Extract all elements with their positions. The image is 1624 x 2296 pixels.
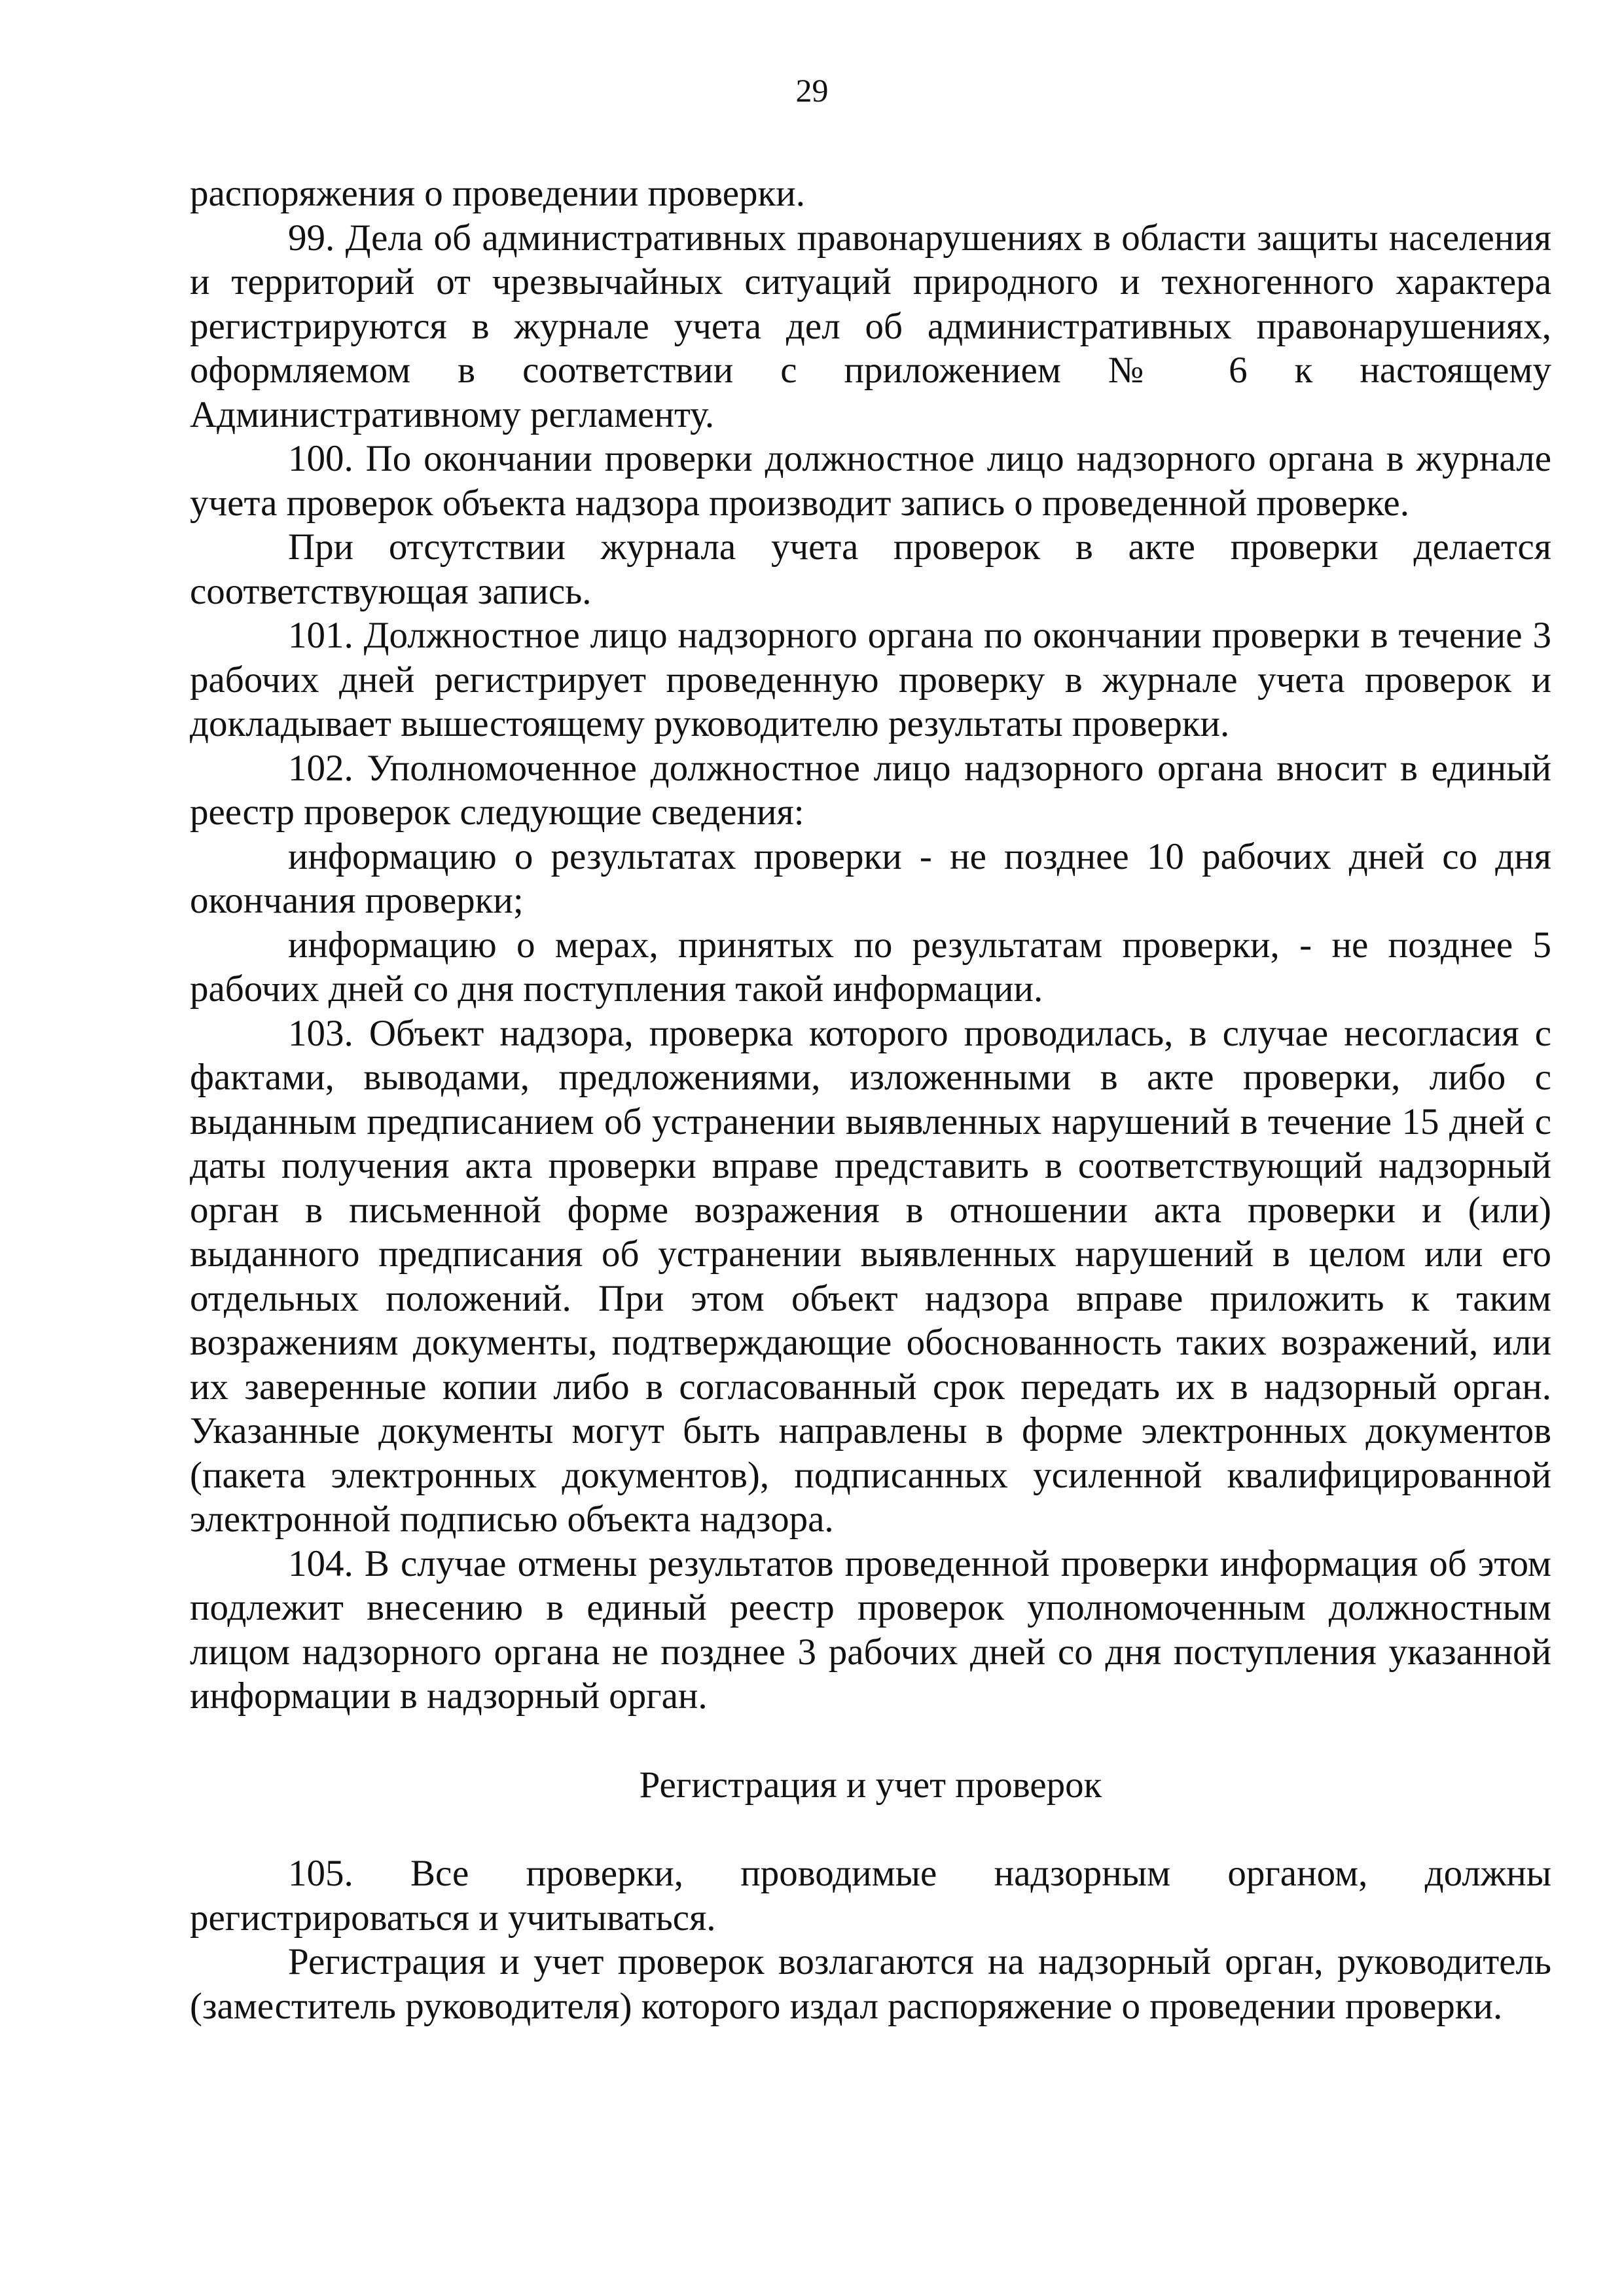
paragraph-105-note: Регистрация и учет проверок возлагаются на надзорный орган, руководитель (заместитель руководителя) которого издал распоряжение о проведении проверки.	[190, 1941, 1551, 2027]
paragraph-continuation: распоряжения о проведении проверки.	[190, 173, 805, 214]
paragraph-100: 100. По окончании проверки должностное лицо надзорного органа в журнале учета проверок объекта надзора производит запись о проведенной проверке.	[190, 438, 1551, 524]
paragraph-105: 105. Все проверки, проводимые надзорным органом, должны регистрироваться и учитываться.	[190, 1853, 1551, 1939]
paragraph-102-item-2: информацию о мерах, принятых по результатам проверки, - не позднее 5 рабочих дней со дня поступления такой информации.	[190, 924, 1551, 1010]
paragraph-104: 104. В случае отмены результатов проведенной проверки информация об этом подлежит внесению в единый реестр проверок уполномоченным должностным лицом надзорного органа не позднее 3 рабочих дней со дня поступления указанной информации в надзорный орган.	[190, 1542, 1551, 1717]
paragraph-99: 99. Дела об административных правонарушениях в области защиты населения и территорий от чрезвычайных ситуаций природного и техногенного характера регистрируются в журнале учета дел об административных правонарушениях, оформляемом в соответствии с приложением № 6 к настоящему Административному регламенту.	[190, 217, 1551, 435]
page-number: 29	[795, 72, 829, 109]
paragraph-102: 102. Уполномоченное должностное лицо надзорного органа вносит в единый реестр проверок следующие сведения:	[190, 747, 1551, 833]
paragraph-102-item-1: информацию о результатах проверки - не позднее 10 рабочих дней со дня окончания проверки;	[190, 835, 1551, 921]
section-heading: Регистрация и учет проверок	[639, 1764, 1102, 1806]
paragraph-103: 103. Объект надзора, проверка которого проводилась, в случае несогласия с фактами, выводами, предложениями, изложенными в акте проверки, либо с выданным предписанием об устранении выявленных нарушений в течение 15 дней с даты получения акта проверки вправе представить в соответствующий надзорный орган в письменной форме возражения в отношении акта проверки и (или) выданного предписания об устранении выявленных нарушений в целом или его отдельных положений. При этом объект надзора вправе приложить к таким возражениям документы, подтверждающие обоснованность таких возражений, или их заверенные копии либо в согласованный срок передать их в надзорный орган. Указанные документы могут быть направлены в форме электронных документов (пакета электронных документов), подписанных усиленной квалифицированной электронной подписью объекта надзора.	[190, 1012, 1551, 1540]
paragraph-101: 101. Должностное лицо надзорного органа по окончании проверки в течение 3 рабочих дней регистрирует проведенную проверку в журнале учета проверок и докладывает вышестоящему руководителю результаты проверки.	[190, 615, 1551, 744]
paragraph-100-note: При отсутствии журнала учета проверок в акте проверки делается соответствующая запись.	[190, 526, 1551, 612]
document-body	[190, 172, 1551, 2028]
